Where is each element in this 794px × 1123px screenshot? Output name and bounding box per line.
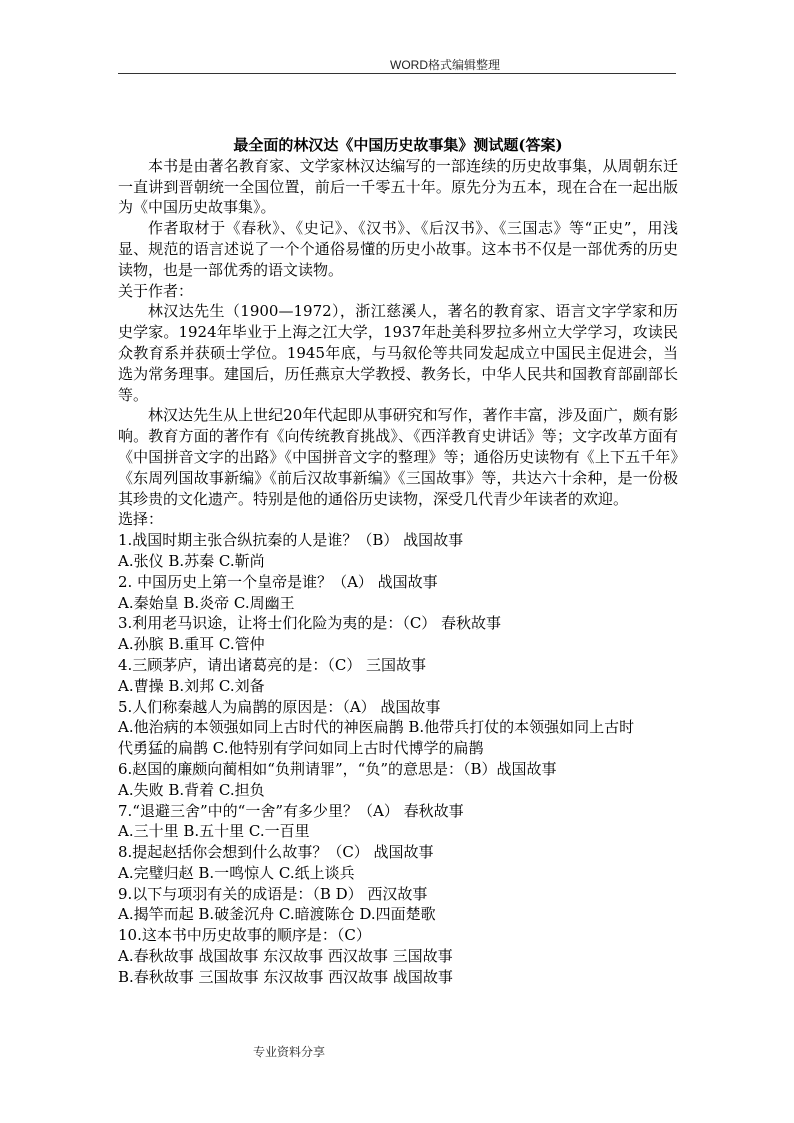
about-label: 关于作者：: [118, 281, 194, 300]
question-options: A.孙膑 B.重耳 C.管仲: [118, 635, 265, 654]
question-text: 5.人们称秦越人为扁鹊的原因是：（A） 战国故事: [118, 697, 441, 716]
question-text: 1.战国时期主张合纵抗秦的人是谁？（B） 战国故事: [118, 531, 464, 550]
question-options: A.曹操 B.刘邦 C.刘备: [118, 676, 265, 695]
question-text: 10.这本书中历史故事的顺序是：（C）: [118, 926, 371, 945]
header-divider: [118, 73, 676, 74]
question-options: A.秦始皇 B.炎帝 C.周幽王: [118, 593, 295, 612]
question-options: 代勇猛的扁鹊 C.他特别有学问如同上古时代博学的扁鹊: [118, 739, 484, 758]
page-footer: 专业资料分享: [253, 1045, 326, 1059]
question-options: A.揭竿而起 B.破釜沉舟 C.暗渡陈仓 D.四面楚歌: [118, 905, 436, 924]
question-options: A.三十里 B.五十里 C.一百里: [118, 822, 310, 841]
question-text: 3.利用老马识途，让将士们化险为夷的是：（C） 春秋故事: [118, 614, 502, 633]
question-text: 7.“退避三舍”中的“一舍”有多少里？（A） 春秋故事: [118, 801, 464, 820]
about-paragraph: 林汉达先生（1900—1972），浙江慈溪人，著名的教育家、语言文字学家和历史学家。1924年毕业于上海之江大学，1937年赴美科罗拉多州立大学学习，攻读民众教育系并获硕士学位。1945年底，与马叙伦等共同发起成立中国民主促进会，当选为常务理事。建国后，历任燕京大学教授、教务长，中华人民共和国教育部副部长等。: [118, 302, 678, 404]
choice-label: 选择：: [118, 510, 164, 529]
question-options: A.他治病的本领强如同上古时代的神医扁鹊 B.他带兵打仗的本领强如同上古时: [118, 718, 635, 737]
question-options: B.春秋故事 三国故事 东汉故事 西汉故事 战国故事: [118, 967, 453, 986]
intro-paragraph: 作者取材于《春秋》、《史记》、《汉书》、《后汉书》、《三国志》等“正史”，用浅显、规范的语言述说了一个个通俗易懂的历史小故事。这本书不仅是一部优秀的历史读物，也是一部优秀的语文读物。: [118, 219, 678, 279]
document-body: [118, 135, 678, 988]
page-header: WORD格式编辑整理: [390, 58, 500, 72]
question-text: 8.提起赵括你会想到什么故事？（C） 战国故事: [118, 843, 434, 862]
question-text: 6.赵国的廉颇向蔺相如“负荆请罪”，“负”的意思是：（B）战国故事: [118, 759, 557, 778]
question-text: 4.三顾茅庐，请出诸葛亮的是：（C） 三国故事: [118, 655, 427, 674]
question-options: A.春秋故事 战国故事 东汉故事 西汉故事 三国故事: [118, 947, 453, 966]
question-options: A.张仪 B.苏秦 C.靳尚: [118, 551, 265, 570]
question-options: A.失败 B.背着 C.担负: [118, 780, 265, 799]
question-text: 9.以下与项羽有关的成语是：（B D） 西汉故事: [118, 884, 428, 903]
about-paragraph: 林汉达先生从上世纪20年代起即从事研究和写作，著作丰富，涉及面广，颇有影响。教育方面的著作有《向传统教育挑战》、《西洋教育史讲话》等；文字改革方面有《中国拼音文字的出路》《中国拼音文字的整理》等；通俗历史读物有《上下五千年》《东周列国故事新编》《前后汉故事新编》《三国故事》等，共达六十余种，是一份极其珍贵的文化遗产。特别是他的通俗历史读物，深受几代青少年读者的欢迎。: [118, 406, 678, 508]
question-text: 2. 中国历史上第一个皇帝是谁？（A） 战国故事: [118, 572, 438, 591]
intro-paragraph: 本书是由著名教育家、文学家林汉达编写的一部连续的历史故事集，从周朝东迁一直讲到晋朝统一全国位置，前后一千零五十年。原先分为五本，现在合在一起出版为《中国历史故事集》。: [118, 156, 678, 217]
question-options: A.完璧归赵 B.一鸣惊人 C.纸上谈兵: [118, 863, 355, 882]
document-title: 最全面的林汉达《中国历史故事集》测试题(答案): [233, 136, 563, 154]
